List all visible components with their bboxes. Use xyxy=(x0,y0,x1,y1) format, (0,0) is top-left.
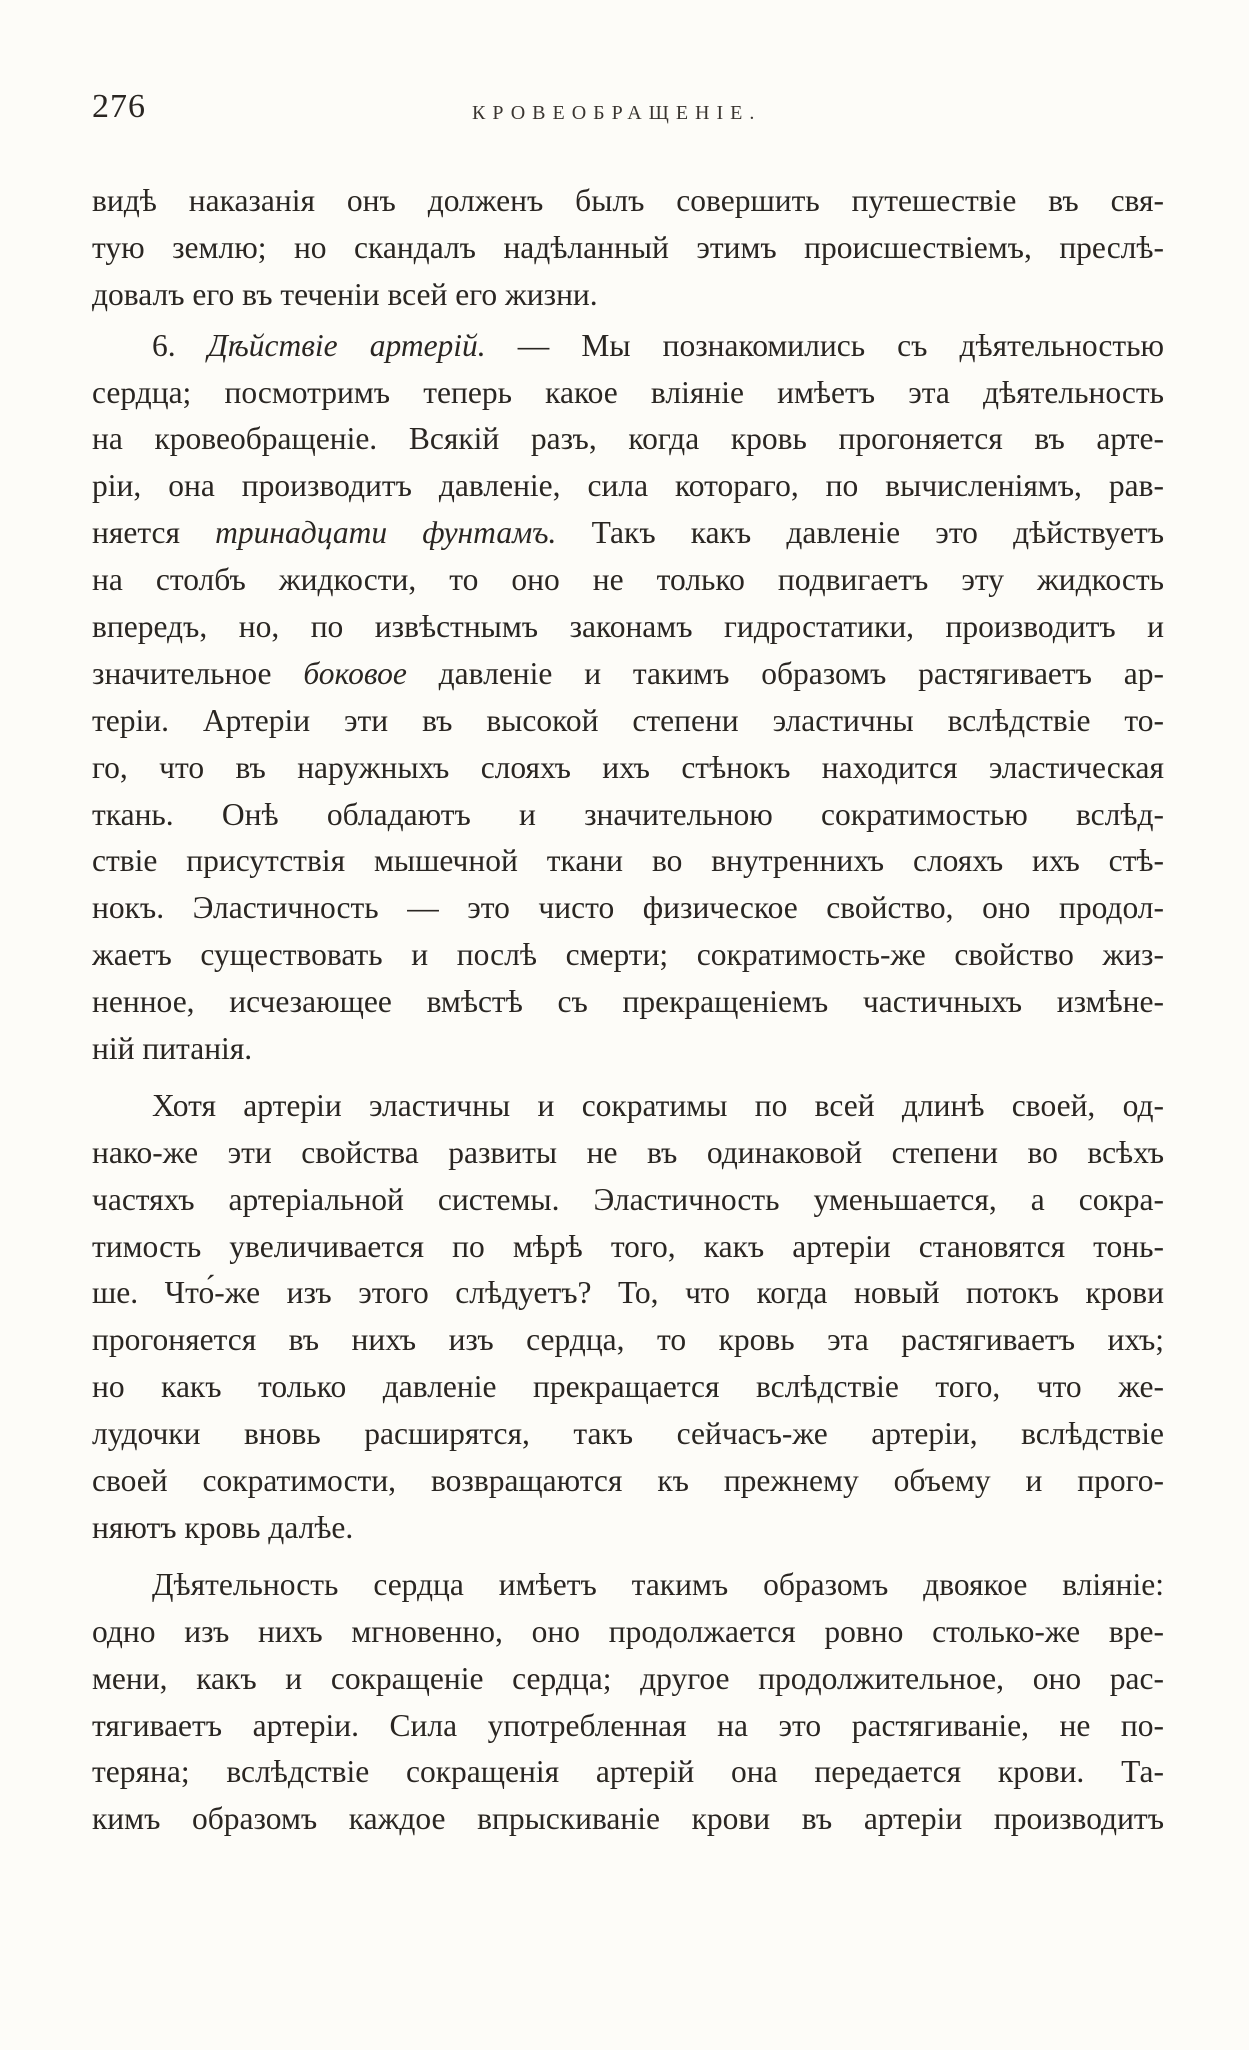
body-text xyxy=(92,178,1164,1843)
text-line: тягиваетъ артеріи. Сила употребленная на это растягиваніе, не по- xyxy=(92,1707,1164,1743)
text-line: впередъ, но, по извѣстнымъ законамъ гидростатики, производитъ и xyxy=(92,609,1164,645)
text-line: видѣ наказанія онъ долженъ былъ совершить путешествіе въ свя- xyxy=(92,183,1164,218)
section-number: 6. xyxy=(152,327,176,363)
text-line: прогоняется въ нихъ изъ сердца, то кровь эта растягиваетъ ихъ; xyxy=(92,1322,1164,1358)
text-line: на столбъ жидкости, то оно не только подвигаетъ эту жидкость xyxy=(92,562,1164,598)
text-line: нако-же эти свойства развиты не въ одинаковой степени во всѣхъ xyxy=(92,1134,1164,1170)
text-line: нокъ. Эластичность — это чисто физическое свойство, оно продол- xyxy=(92,890,1164,926)
text-line: ній питанія. xyxy=(92,1031,253,1067)
text-fragment: — Мы познакомились съ дѣятельностью xyxy=(485,327,1164,363)
text-line: тимость увеличивается по мѣрѣ того, какъ артеріи становятся тонь- xyxy=(92,1228,1164,1264)
text-line: теріи. Артеріи эти въ высокой степени эластичны вслѣдствіе то- xyxy=(92,702,1164,738)
section-title: Дѣйствіе артерій. xyxy=(207,327,486,363)
text-line: частяхъ артеріальной системы. Эластичность уменьшается, а сокра- xyxy=(92,1181,1164,1217)
text-line: ше. Что́-же изъ этого слѣдуетъ? То, что когда новый потокъ крови xyxy=(92,1275,1164,1311)
section-heading-line xyxy=(92,323,1164,370)
text-line: тую землю; но скандалъ надѣланный этимъ происшествіемъ, преслѣ- xyxy=(92,229,1164,265)
text-fragment: давленіе и такимъ образомъ растягиваетъ ар- xyxy=(406,655,1164,691)
running-title: КРОВЕОБРАЩЕНІЕ. xyxy=(472,102,762,124)
page-number: 276 xyxy=(92,88,146,125)
text-line: одно изъ нихъ мгновенно, оно продолжается ровно столько-же вре- xyxy=(92,1613,1164,1649)
text-line: кимъ образомъ каждое впрыскиваніе крови въ артеріи производитъ xyxy=(92,1801,1164,1837)
page-header xyxy=(92,88,1162,138)
text-line: ненное, исчезающее вмѣстѣ съ прекращеніемъ частичныхъ измѣне- xyxy=(92,984,1164,1020)
text-line: Хотя артеріи эластичны и сократимы по всей длинѣ своей, од- xyxy=(152,1087,1164,1123)
text-line-with-emphasis xyxy=(92,510,1164,557)
text-line: няютъ кровь далѣе. xyxy=(92,1509,354,1545)
text-line: го, что въ наружныхъ слояхъ ихъ стѣнокъ находится эластическая xyxy=(92,749,1164,785)
text-line: сердца; посмотримъ теперь какое вліяніе имѣетъ эта дѣятельность xyxy=(92,374,1164,410)
text-fragment: Такъ какъ давленіе это дѣйствуетъ xyxy=(556,515,1164,551)
text-line: ріи, она производитъ давленіе, сила котораго, по вычисленіямъ, рав- xyxy=(92,468,1164,504)
text-line-with-emphasis xyxy=(92,651,1164,698)
text-line: лудочки вновь расширятся, такъ сейчасъ-же артеріи, вслѣдствіе xyxy=(92,1416,1164,1452)
text-line: ткань. Онѣ обладаютъ и значительною сократимостью вслѣд- xyxy=(92,796,1164,832)
text-line: на кровеобращеніе. Всякій разъ, когда кровь прогоняется въ арте- xyxy=(92,421,1164,457)
text-line: мени, какъ и сокращеніе сердца; другое продолжительное, оно рас- xyxy=(92,1660,1164,1696)
text-fragment: значительное xyxy=(92,655,272,691)
text-line: теряна; вслѣдствіе сокращенія артерій она передается крови. Та- xyxy=(92,1754,1164,1790)
text-line: своей сократимости, возвращаются къ прежнему объему и прого- xyxy=(92,1463,1164,1499)
text-line: довалъ его въ теченіи всей его жизни. xyxy=(92,276,598,312)
text-line: но какъ только давленіе прекращается вслѣдствіе того, что же- xyxy=(92,1369,1164,1405)
text-line: ствіе присутствія мышечной ткани во внутреннихъ слояхъ ихъ стѣ- xyxy=(92,843,1164,879)
text-line: жаетъ существовать и послѣ смерти; сократимость-же свойство жиз- xyxy=(92,937,1164,973)
text-line: Дѣятельность сердца имѣетъ такимъ образомъ двоякое вліяніе: xyxy=(152,1566,1164,1602)
emphasis-pounds: тринадцати фунтамъ. xyxy=(215,515,557,551)
text-fragment: няется xyxy=(92,515,180,551)
emphasis-lateral: боковое xyxy=(303,655,407,691)
